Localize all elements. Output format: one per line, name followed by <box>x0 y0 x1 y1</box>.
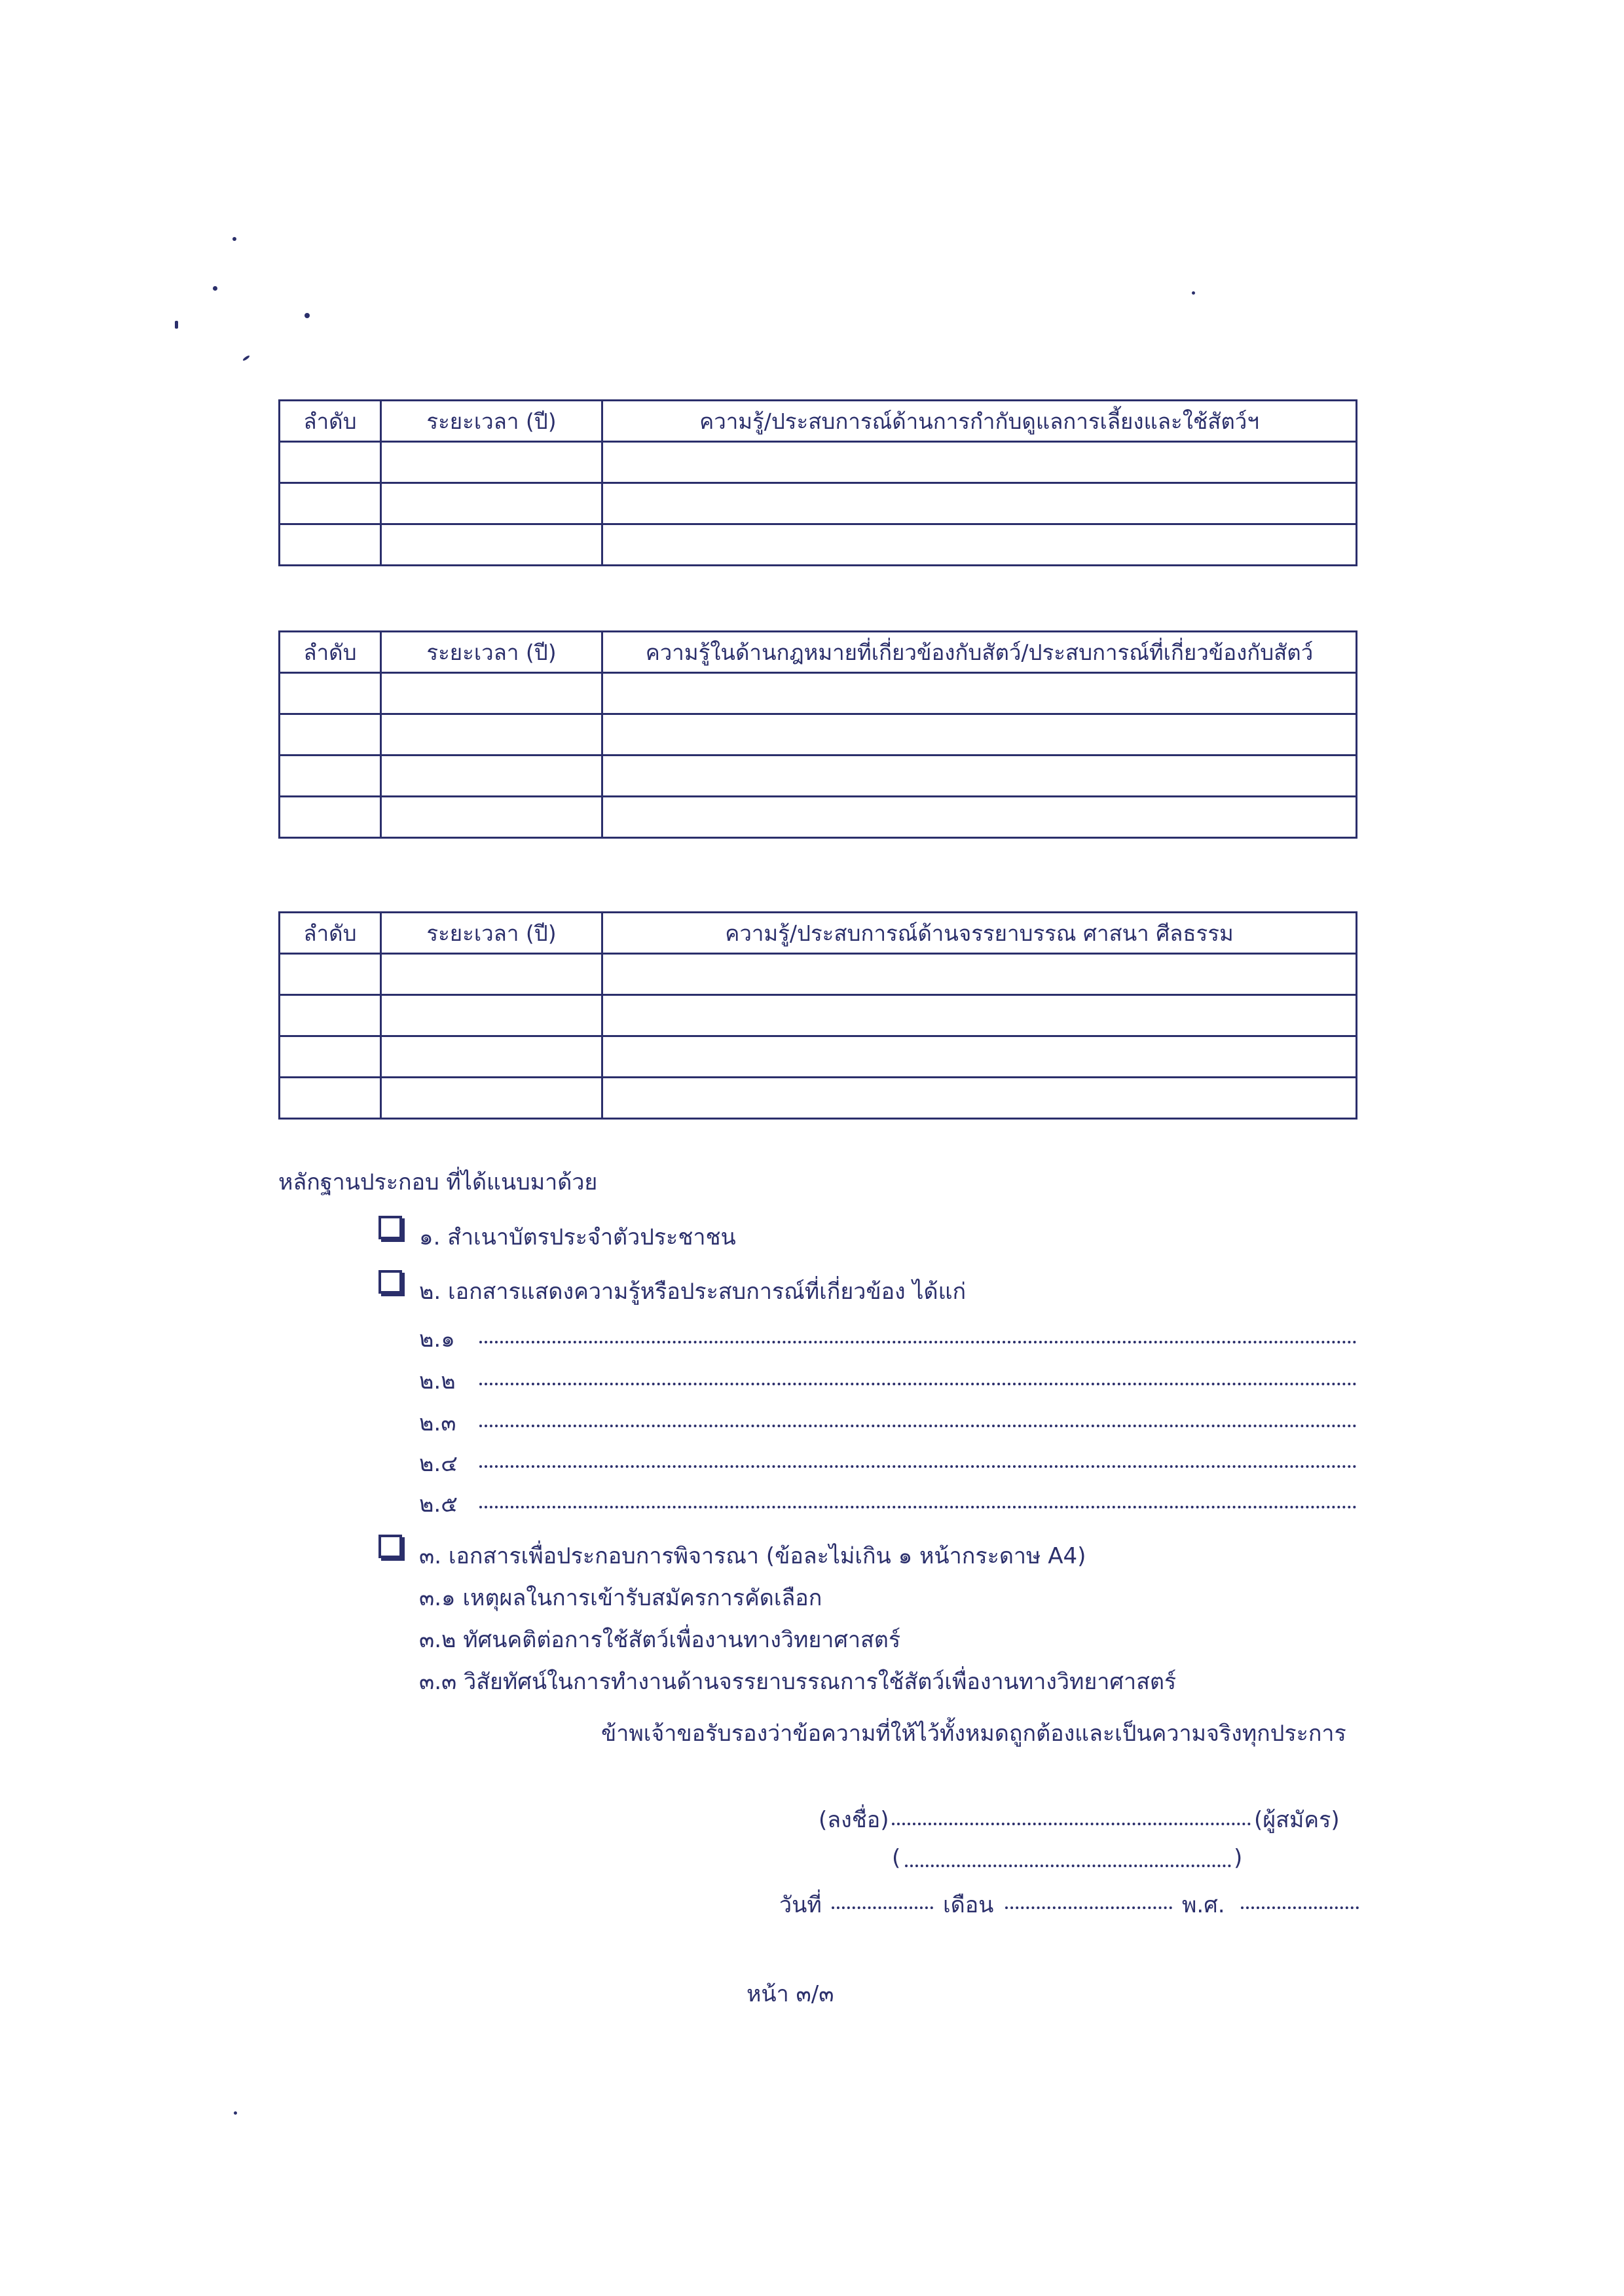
header-order: ลำดับ <box>280 401 381 442</box>
duration-cell[interactable] <box>381 756 602 797</box>
experience-cell[interactable] <box>602 673 1357 714</box>
page-number: หน้า ๓/๓ <box>747 1981 834 2007</box>
experience-cell[interactable] <box>602 756 1357 797</box>
table-header-row <box>280 632 1357 673</box>
certification-statement: ข้าพเจ้าขอรับรองว่าข้อความที่ให้ไว้ทั้งหมดถูกต้องและเป็นความจริงทุกประการ <box>601 1721 1346 1747</box>
order-cell[interactable] <box>280 483 381 524</box>
experience-cell[interactable] <box>602 797 1357 838</box>
order-cell[interactable] <box>280 1078 381 1119</box>
order-cell[interactable] <box>280 714 381 756</box>
day-line[interactable] <box>832 1906 933 1909</box>
order-cell[interactable] <box>280 1036 381 1078</box>
table-row <box>280 954 1357 995</box>
duration-cell[interactable] <box>381 954 602 995</box>
table-row <box>280 995 1357 1036</box>
table-header-row <box>280 401 1357 442</box>
experience-animal-care-table <box>278 399 1357 566</box>
duration-cell[interactable] <box>381 1078 602 1119</box>
sign-label: (ลงชื่อ) <box>819 1807 889 1833</box>
printed-name-line[interactable] <box>905 1865 1231 1867</box>
subitem-2-4: ๒.๔ <box>419 1451 458 1477</box>
table-row <box>280 1036 1357 1078</box>
order-cell[interactable] <box>280 756 381 797</box>
fill-line-2-3[interactable] <box>479 1425 1357 1427</box>
duration-cell[interactable] <box>381 797 602 838</box>
subitem-3-2: ๓.๒ ทัศนคติต่อการใช้สัตว์เพื่องานทางวิทยาศาสตร์ <box>419 1627 901 1653</box>
scan-speck <box>175 321 178 329</box>
checkbox-id-card[interactable] <box>378 1216 402 1239</box>
order-cell[interactable] <box>280 954 381 995</box>
order-cell[interactable] <box>280 797 381 838</box>
name-paren-close: ) <box>1234 1845 1243 1871</box>
header-experience: ความรู้ในด้านกฎหมายที่เกี่ยวข้องกับสัตว์/ประสบการณ์ที่เกี่ยวข้องกับสัตว์ <box>602 632 1357 673</box>
experience-cell[interactable] <box>602 1036 1357 1078</box>
fill-line-2-2[interactable] <box>479 1383 1357 1385</box>
table-row <box>280 483 1357 524</box>
table-row <box>280 1078 1357 1119</box>
duration-cell[interactable] <box>381 714 602 756</box>
name-paren-open: ( <box>892 1845 901 1871</box>
table-header-row <box>280 913 1357 954</box>
header-experience: ความรู้/ประสบการณ์ด้านการกำกับดูแลการเลี้ยงและใช้สัตว์ฯ <box>602 401 1357 442</box>
duration-cell[interactable] <box>381 1036 602 1078</box>
experience-cell[interactable] <box>602 995 1357 1036</box>
subitem-3-3: ๓.๓ วิสัยทัศน์ในการทำงานด้านจรรยาบรรณการใช้สัตว์เพื่องานทางวิทยาศาสตร์ <box>419 1669 1177 1695</box>
experience-cell[interactable] <box>602 524 1357 566</box>
day-label: วันที่ <box>779 1892 822 1918</box>
checkbox-experience-documents[interactable] <box>378 1270 402 1294</box>
header-duration: ระยะเวลา (ปี) <box>381 401 602 442</box>
duration-cell[interactable] <box>381 442 602 483</box>
fill-line-2-4[interactable] <box>479 1465 1357 1468</box>
header-duration: ระยะเวลา (ปี) <box>381 913 602 954</box>
experience-cell[interactable] <box>602 1078 1357 1119</box>
header-order: ลำดับ <box>280 632 381 673</box>
subitem-3-1: ๓.๑ เหตุผลในการเข้ารับสมัครการคัดเลือก <box>419 1585 822 1611</box>
table-row <box>280 442 1357 483</box>
order-cell[interactable] <box>280 524 381 566</box>
fill-line-2-1[interactable] <box>479 1341 1357 1343</box>
duration-cell[interactable] <box>381 483 602 524</box>
scan-speck <box>213 286 217 291</box>
subitem-2-2: ๒.๒ <box>419 1368 456 1394</box>
year-line[interactable] <box>1241 1906 1359 1909</box>
experience-cell[interactable] <box>602 442 1357 483</box>
ethics-experience-table <box>278 911 1357 1120</box>
applicant-label: (ผู้สมัคร) <box>1254 1807 1340 1833</box>
header-experience: ความรู้/ประสบการณ์ด้านจรรยาบรรณ ศาสนา ศีลธรรม <box>602 913 1357 954</box>
table-row <box>280 673 1357 714</box>
header-duration: ระยะเวลา (ปี) <box>381 632 602 673</box>
subitem-2-5: ๒.๕ <box>419 1491 458 1518</box>
evidence-heading: หลักฐานประกอบ ที่ได้แนบมาด้วย <box>278 1169 598 1195</box>
experience-cell[interactable] <box>602 483 1357 524</box>
evidence-item-1: ๑. สำเนาบัตรประจำตัวประชาชน <box>419 1224 736 1250</box>
duration-cell[interactable] <box>381 524 602 566</box>
header-order: ลำดับ <box>280 913 381 954</box>
table-row <box>280 524 1357 566</box>
year-label: พ.ศ. <box>1182 1892 1225 1918</box>
signature-line[interactable] <box>892 1823 1251 1825</box>
scan-speck <box>234 2111 237 2115</box>
checkbox-consideration-documents[interactable] <box>378 1535 402 1558</box>
table-row <box>280 714 1357 756</box>
table-row <box>280 756 1357 797</box>
scan-speck <box>1192 291 1195 295</box>
fill-line-2-5[interactable] <box>479 1506 1357 1508</box>
experience-cell[interactable] <box>602 714 1357 756</box>
scan-speck <box>304 313 310 318</box>
order-cell[interactable] <box>280 673 381 714</box>
evidence-item-2: ๒. เอกสารแสดงความรู้หรือประสบการณ์ที่เกี่ยวข้อง ได้แก่ <box>419 1279 967 1305</box>
subitem-2-3: ๒.๓ <box>419 1410 456 1436</box>
month-label: เดือน <box>943 1892 994 1918</box>
subitem-2-1: ๒.๑ <box>419 1326 455 1353</box>
duration-cell[interactable] <box>381 995 602 1036</box>
experience-cell[interactable] <box>602 954 1357 995</box>
scan-speck <box>242 355 250 361</box>
table-row <box>280 797 1357 838</box>
scan-speck <box>232 237 236 241</box>
evidence-item-3: ๓. เอกสารเพื่อประกอบการพิจารณา (ข้อละไม่เกิน ๑ หน้ากระดาษ A4) <box>419 1543 1086 1569</box>
order-cell[interactable] <box>280 995 381 1036</box>
month-line[interactable] <box>1005 1906 1172 1909</box>
order-cell[interactable] <box>280 442 381 483</box>
duration-cell[interactable] <box>381 673 602 714</box>
law-knowledge-table <box>278 630 1357 839</box>
